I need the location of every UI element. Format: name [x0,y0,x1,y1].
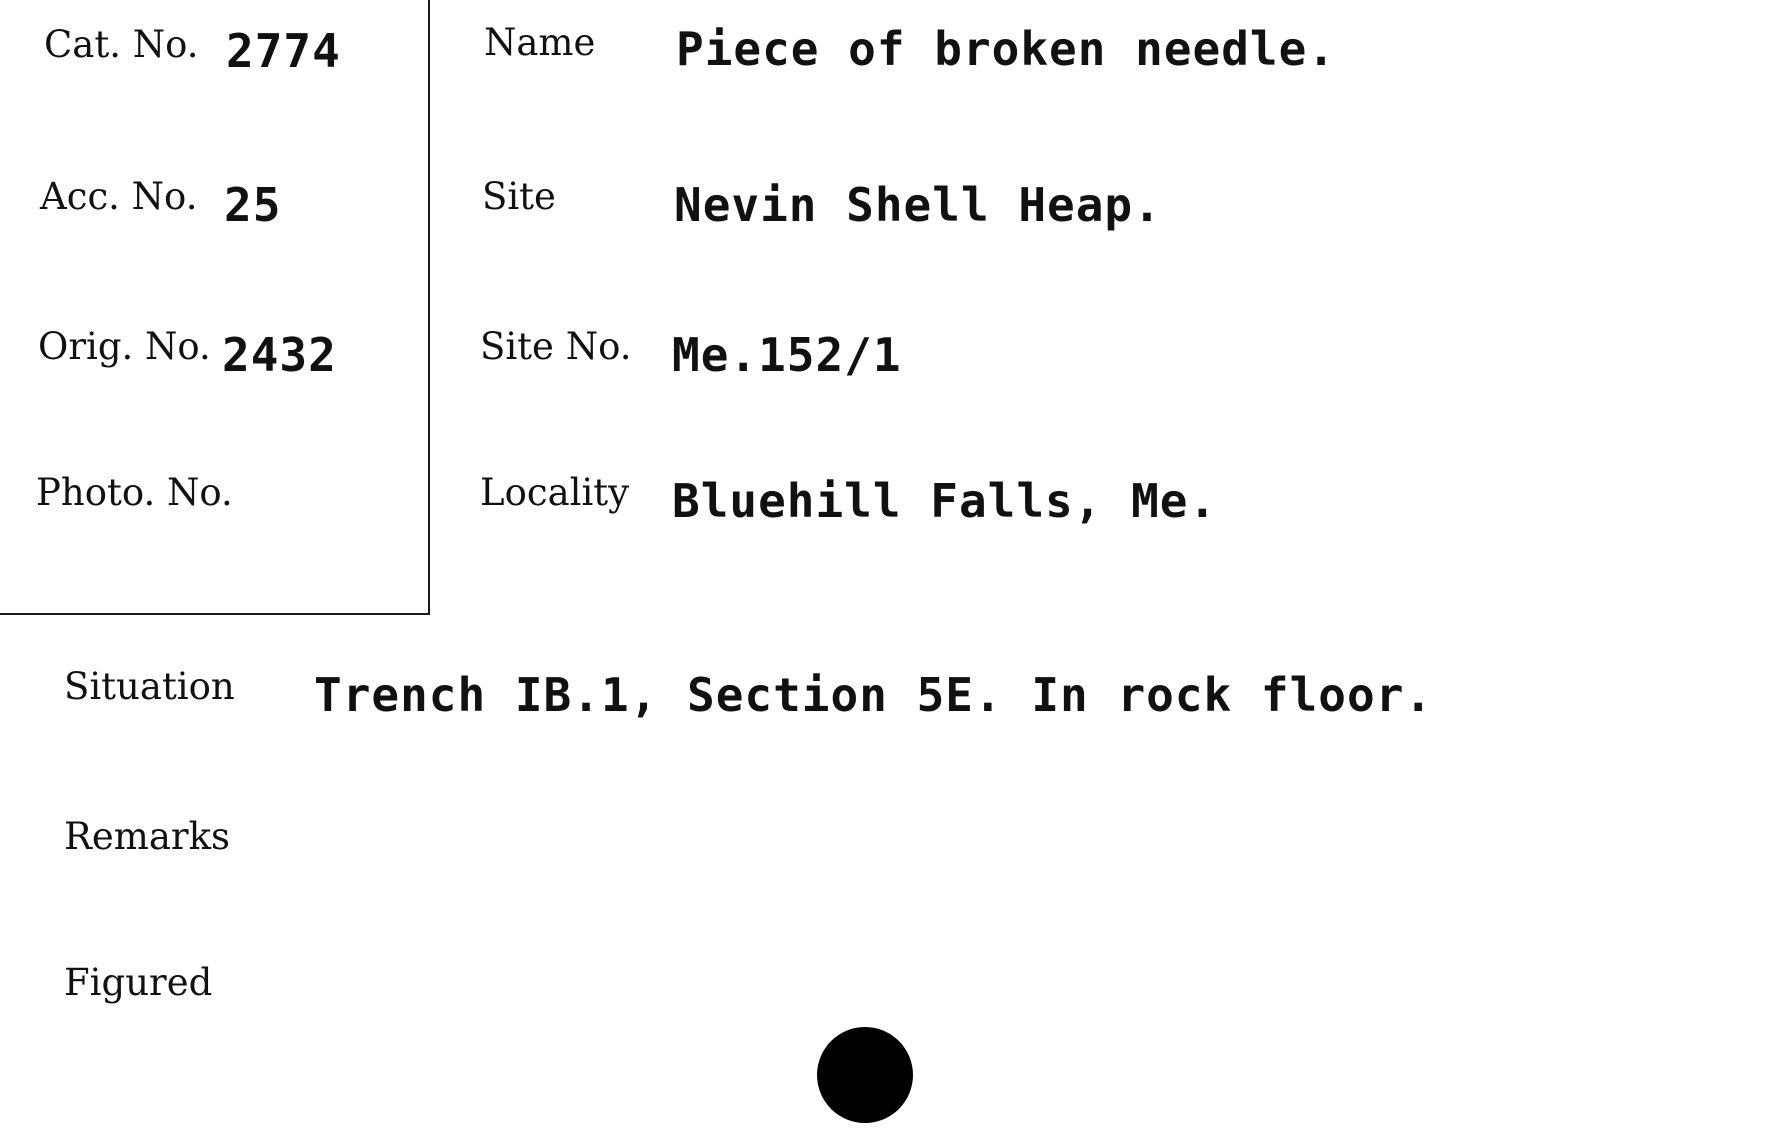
photo-no-label: Photo. No. [36,471,233,514]
name-value: Piece of broken needle. [676,22,1336,76]
site-label: Site [482,175,556,218]
situation-value: Trench IB.1, Section 5E. In rock floor. [314,668,1434,722]
cat-no-label: Cat. No. [44,23,199,66]
punch-hole [817,1027,913,1123]
cat-no-value: 2774 [226,24,341,78]
acc-no-label: Acc. No. [40,175,198,218]
remarks-label: Remarks [64,815,230,858]
site-value: Nevin Shell Heap. [674,178,1162,232]
site-no-label: Site No. [480,325,632,368]
id-box [0,0,430,615]
figured-label: Figured [64,961,213,1004]
name-label: Name [484,21,596,64]
locality-value: Bluehill Falls, Me. [672,474,1218,528]
acc-no-value: 25 [224,178,282,232]
site-no-value: Me.152/1 [672,328,902,382]
orig-no-value: 2432 [222,328,337,382]
locality-label: Locality [480,471,630,514]
orig-no-label: Orig. No. [38,325,211,368]
situation-label: Situation [64,665,235,708]
